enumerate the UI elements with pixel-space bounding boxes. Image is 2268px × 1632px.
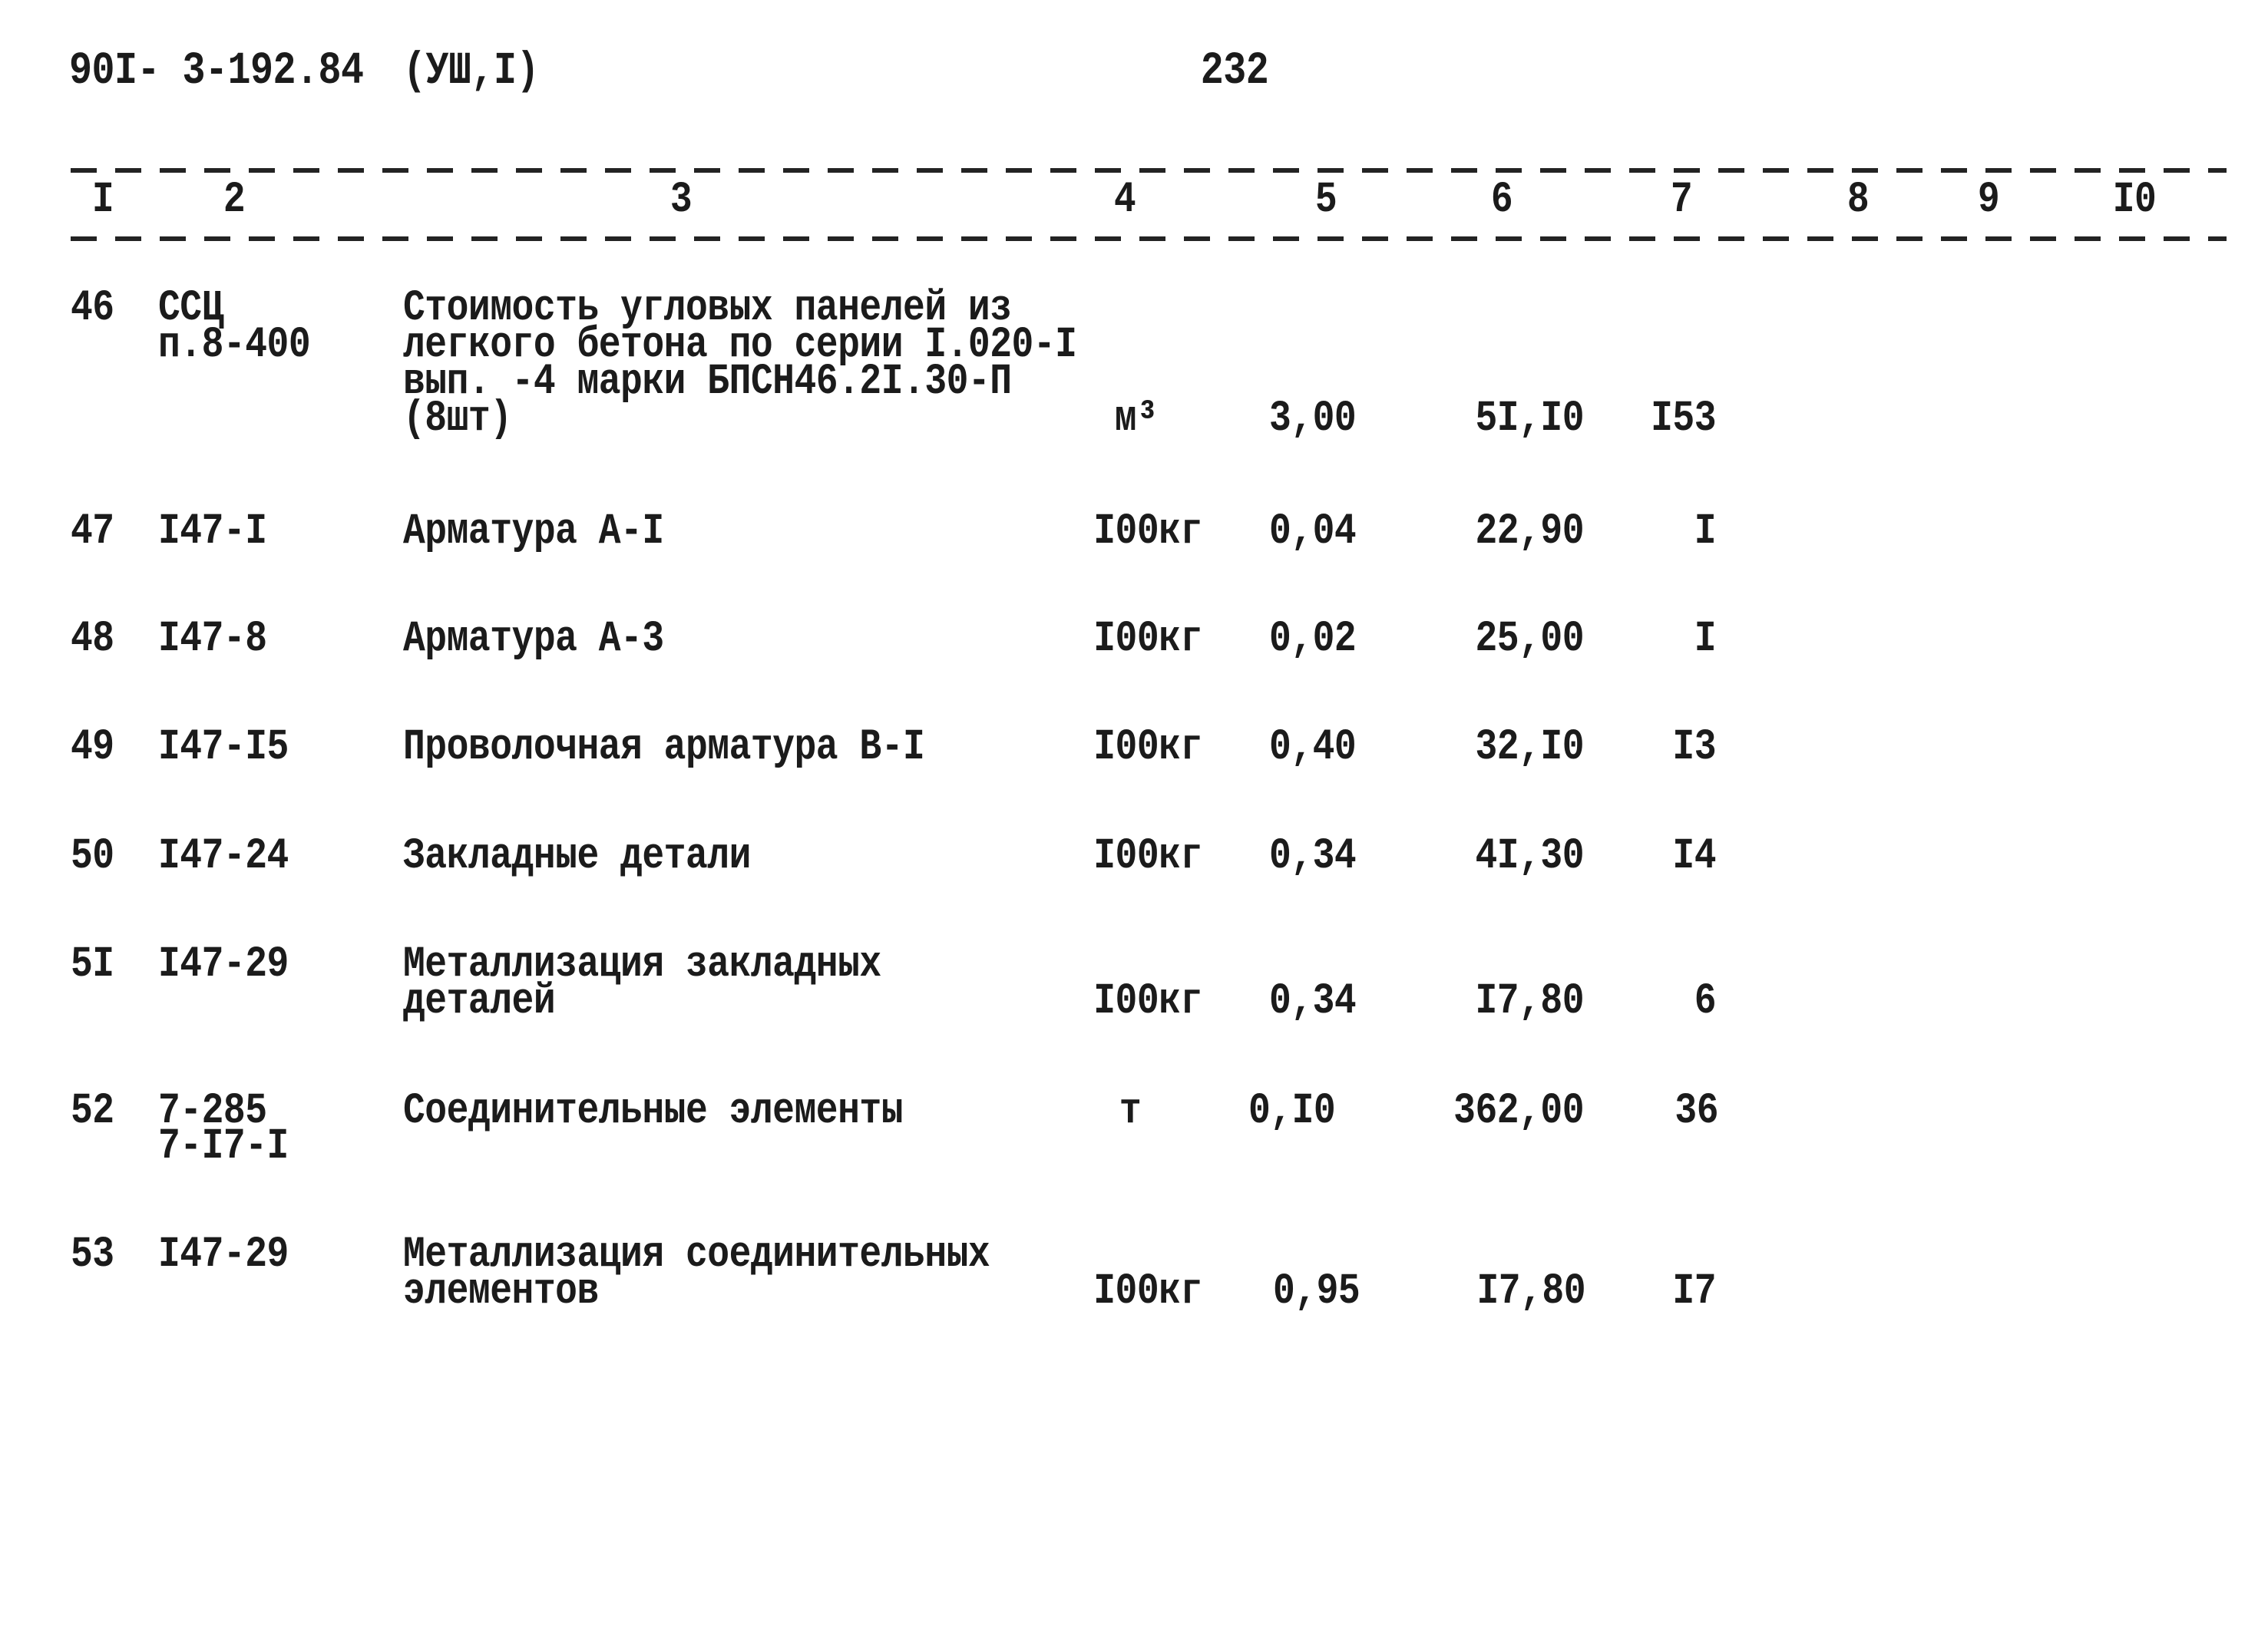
quantity: 3,00 (1269, 395, 1357, 444)
row-number: 50 (71, 832, 114, 881)
row-number: 47 (71, 507, 114, 557)
item-name: элементов (403, 1267, 599, 1317)
item-name: Соединительные элементы (403, 1087, 904, 1136)
row-number: 46 (71, 284, 114, 333)
total-cost: I7 (1672, 1267, 1716, 1317)
unit-price: I7,80 (1476, 1267, 1585, 1317)
quantity: 0,02 (1269, 615, 1357, 664)
row-number: 52 (71, 1087, 114, 1136)
item-name: Проволочная арматура В-I (403, 723, 925, 772)
unit: м³ (1114, 395, 1159, 444)
rate-code: I47-24 (158, 832, 289, 881)
quantity: 0,34 (1269, 977, 1357, 1026)
column-header-1: I (91, 176, 114, 225)
rate-code: I47-29 (158, 1231, 289, 1280)
table-row (0, 1087, 2268, 1247)
unit-price: 4I,30 (1475, 832, 1584, 881)
total-cost: 36 (1675, 1087, 1718, 1136)
table-header-rule (71, 236, 2227, 241)
item-name: Арматура А-3 (403, 615, 664, 664)
item-name: Закладные детали (403, 832, 751, 881)
unit: I00кг (1093, 723, 1202, 772)
column-header-3: 3 (669, 176, 693, 225)
unit: I00кг (1093, 1267, 1202, 1317)
column-header-2: 2 (223, 176, 246, 225)
column-header-7: 7 (1670, 176, 1693, 225)
total-cost: I (1694, 615, 1716, 664)
column-header-6: 6 (1490, 176, 1513, 225)
item-name: деталей (403, 977, 556, 1026)
unit: I00кг (1093, 615, 1202, 664)
document-code: 90I- 3-192.84 (69, 45, 364, 98)
unit-price: 25,00 (1475, 615, 1584, 664)
rate-code: п.8-400 (158, 321, 311, 370)
table-row (0, 1231, 2268, 1390)
unit-price: 22,90 (1475, 507, 1584, 557)
row-number: 48 (71, 615, 114, 664)
table-top-rule (71, 168, 2227, 173)
column-header-5: 5 (1314, 176, 1337, 225)
unit-price: 362,00 (1453, 1087, 1584, 1136)
column-header-4: 4 (1113, 176, 1136, 225)
item-name: Арматура А-I (403, 507, 664, 557)
item-name: Металлизация закладных (403, 940, 881, 989)
column-header-10: I0 (2112, 176, 2157, 225)
row-number: 49 (71, 723, 114, 772)
quantity: 0,04 (1269, 507, 1357, 557)
rate-code: ССЦ (158, 284, 223, 333)
rate-code: I47-29 (158, 940, 289, 989)
quantity: 0,34 (1269, 832, 1357, 881)
quantity: 0,95 (1273, 1267, 1360, 1317)
table-row (0, 940, 2268, 1100)
total-cost: I (1694, 507, 1716, 557)
quantity: 0,40 (1269, 723, 1357, 772)
total-cost: I4 (1672, 832, 1716, 881)
item-name: Стоимость угловых панелей из (403, 284, 1012, 333)
unit: I00кг (1093, 832, 1202, 881)
quantity: 0,I0 (1248, 1087, 1336, 1136)
section-code: (УШ,I) (403, 45, 540, 98)
unit: I00кг (1093, 507, 1202, 557)
total-cost: 6 (1694, 977, 1716, 1026)
row-number: 53 (71, 1231, 114, 1280)
item-name: (8шт) (403, 395, 512, 444)
item-name: вып. -4 марки БПСН46.2I.30-П (403, 358, 1012, 407)
item-name: легкого бетона по серии I.020-I (403, 321, 1077, 370)
unit-price: 5I,I0 (1475, 395, 1584, 444)
rate-code: I47-I5 (158, 723, 289, 772)
unit-price: 32,I0 (1475, 723, 1584, 772)
column-header-8: 8 (1846, 176, 1870, 225)
page-number: 232 (1200, 45, 1269, 98)
row-number: 5I (71, 940, 114, 989)
unit: т (1119, 1087, 1142, 1136)
total-cost: I53 (1651, 395, 1716, 444)
rate-code: 7-285 (158, 1087, 267, 1136)
total-cost: I3 (1672, 723, 1716, 772)
item-name: Металлизация соединительных (403, 1231, 990, 1280)
rate-code: 7-I7-I (158, 1122, 289, 1171)
rate-code: I47-8 (158, 615, 267, 664)
table-row (0, 284, 2268, 444)
rate-code: I47-I (158, 507, 267, 557)
unit: I00кг (1093, 977, 1202, 1026)
unit-price: I7,80 (1475, 977, 1584, 1026)
column-header-9: 9 (1977, 176, 2000, 225)
